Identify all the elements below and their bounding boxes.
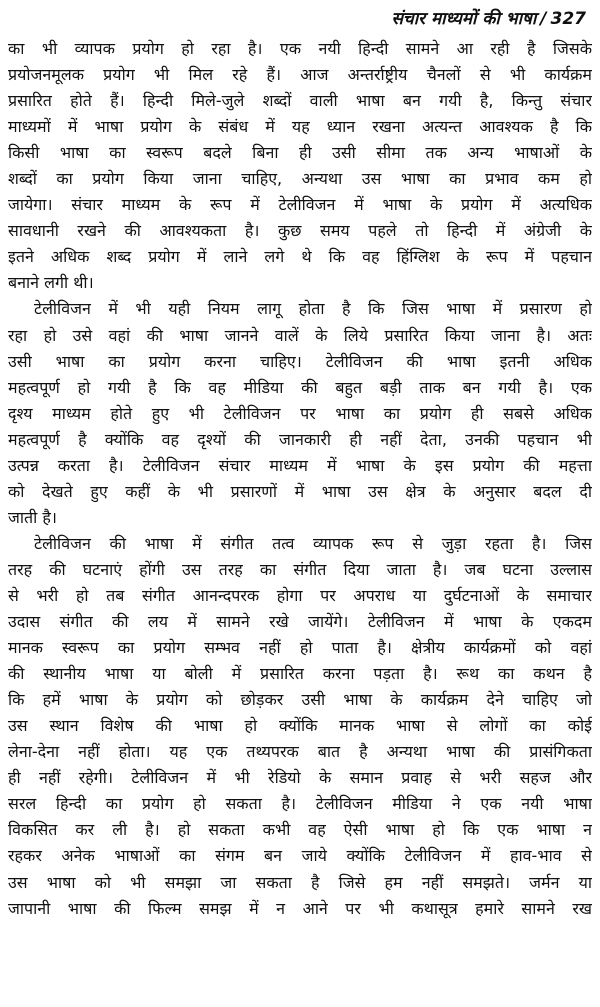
- text-line: रहकर अनेक भाषाओं का संगम बन जाये क्योंकि टेलीविजन में हाव-भाव से: [8, 846, 592, 866]
- text-line: विकसित कर ली है। हो सकता कभी वह ऐसी भाषा हो कि एक भाषा न: [8, 820, 592, 840]
- running-header: [391, 6, 586, 29]
- body-text: [8, 36, 592, 922]
- text-line: को देखते हुए कहीं के भी प्रसारणों में भाषा उस क्षेत्र के अनुसार बदल दी: [8, 481, 592, 501]
- paragraph-3: [8, 531, 592, 922]
- header-title: संचार माध्यमों की भाषा: [391, 9, 537, 29]
- text-line: जायेगा। संचार माध्यम के रूप में टेलीविजन में भाषा के प्रयोग में अत्यधिक: [8, 195, 592, 215]
- text-line: की स्थानीय भाषा या बोली में प्रसारित करना पड़ता है। रूथ का कथन है: [8, 664, 592, 684]
- text-line: प्रसारित होते हैं। हिन्दी मिले-जुले शब्दों वाली भाषा बन गयी है, किन्तु संचार: [8, 91, 592, 111]
- paragraph-1: [8, 36, 592, 296]
- text-line: से भरी हो तब संगीत आनन्दपरक होगा पर अपराध या दुर्घटनाओं के समाचार: [8, 585, 592, 605]
- text-line: कि हमें भाषा के प्रयोग को छोड़कर उसी भाषा के कार्यक्रम देने चाहिए जो: [8, 690, 592, 710]
- text-line: महत्वपूर्ण है क्योंकि वह दृश्यों की जानकारी ही नहीं देता, उनकी पहचान भी: [8, 429, 592, 449]
- paragraph-2: [8, 296, 592, 530]
- text-line: लेना-देना नहीं होता। यह एक तथ्यपरक बात है अन्यथा भाषा की प्रासंगिकता: [8, 742, 592, 762]
- text-line: जाती है।: [8, 507, 57, 527]
- text-line: इतने अधिक शब्द प्रयोग में लाने लगे थे कि वह हिंग्लिश के रूप में पहचान: [8, 247, 592, 267]
- text-line: शब्दों का प्रयोग किया जाना चाहिए, अन्यथा उस भाषा का प्रभाव कम हो: [8, 169, 592, 189]
- text-line: सावधानी रखने की आवश्यकता है। कुछ समय पहले तो हिन्दी में अंग्रेजी के: [8, 221, 592, 241]
- text-line: उत्पन्न करता है। टेलीविजन संचार माध्यम में भाषा के इस प्रयोग की महत्ता: [8, 455, 592, 475]
- text-line: रहा हो उसे वहां की भाषा जानने वालें के लिये प्रसारित किया जाना है। अतः: [8, 325, 592, 345]
- text-line: ही नहीं रहेगी। टेलीविजन में भी रेडियो के समान प्रवाह से भरी सहज और: [8, 768, 592, 788]
- text-line: बनाने लगी थी।: [8, 273, 94, 293]
- text-line: टेलीविजन की भाषा में संगीत तत्व व्यापक रूप से जुड़ा रहता है। जिस: [34, 533, 592, 553]
- text-line: जापानी भाषा की फिल्म समझ में न आने पर भी कथासूत्र हमारे सामने रख: [8, 898, 592, 918]
- text-line: उसी भाषा का प्रयोग करना चाहिए। टेलीविजन की भाषा इतनी अधिक: [8, 351, 592, 371]
- text-line: तरह की घटनाएं होंगी उस तरह का संगीत दिया जाता है। जब घटना उल्लास: [8, 559, 592, 579]
- text-line: मानक स्वरूप का प्रयोग सम्भव नहीं हो पाता है। क्षेत्रीय कार्यक्रमों को वहां: [8, 638, 592, 658]
- text-line: सरल हिन्दी का प्रयोग हो सकता है। टेलीविजन मीडिया ने एक नयी भाषा: [8, 794, 592, 814]
- page-number: 327: [550, 9, 586, 29]
- header-separator: /: [540, 9, 547, 29]
- text-line: उस स्थान विशेष की भाषा हो क्योंकि मानक भाषा से लोगों का कोई: [8, 716, 592, 736]
- text-line: उदास संगीत की लय में सामने रखे जायेंगे। टेलीविजन में भाषा के एकदम: [8, 612, 592, 632]
- text-line: टेलीविजन में भी यही नियम लागू होता है कि जिस भाषा में प्रसारण हो: [34, 299, 592, 319]
- text-line: का भी व्यापक प्रयोग हो रहा है। एक नयी हिन्दी सामने आ रही है जिसके: [8, 39, 592, 58]
- text-line: किसी भाषा का स्वरूप बदले बिना ही उसी सीमा तक अन्य भाषाओं के: [8, 143, 592, 163]
- text-line: माध्यमों में भाषा प्रयोग के संबंध में यह ध्यान रखना अत्यन्त आवश्यक है कि: [8, 117, 592, 137]
- text-line: महत्वपूर्ण हो गयी है कि वह मीडिया की बहुत बड़ी ताक बन गयी है। एक: [8, 377, 592, 397]
- text-line: दृश्य माध्यम होते हुए भी टेलीविजन पर भाषा का प्रयोग ही सबसे अधिक: [8, 403, 592, 423]
- text-line: उस भाषा को भी समझा जा सकता है जिसे हम नहीं समझते। जर्मन या: [8, 872, 592, 892]
- text-line: प्रयोजनमूलक प्रयोग भी मिल रहे हैं। आज अन्तर्राष्ट्रीय चैनलों से भी कार्यक्रम: [8, 65, 592, 85]
